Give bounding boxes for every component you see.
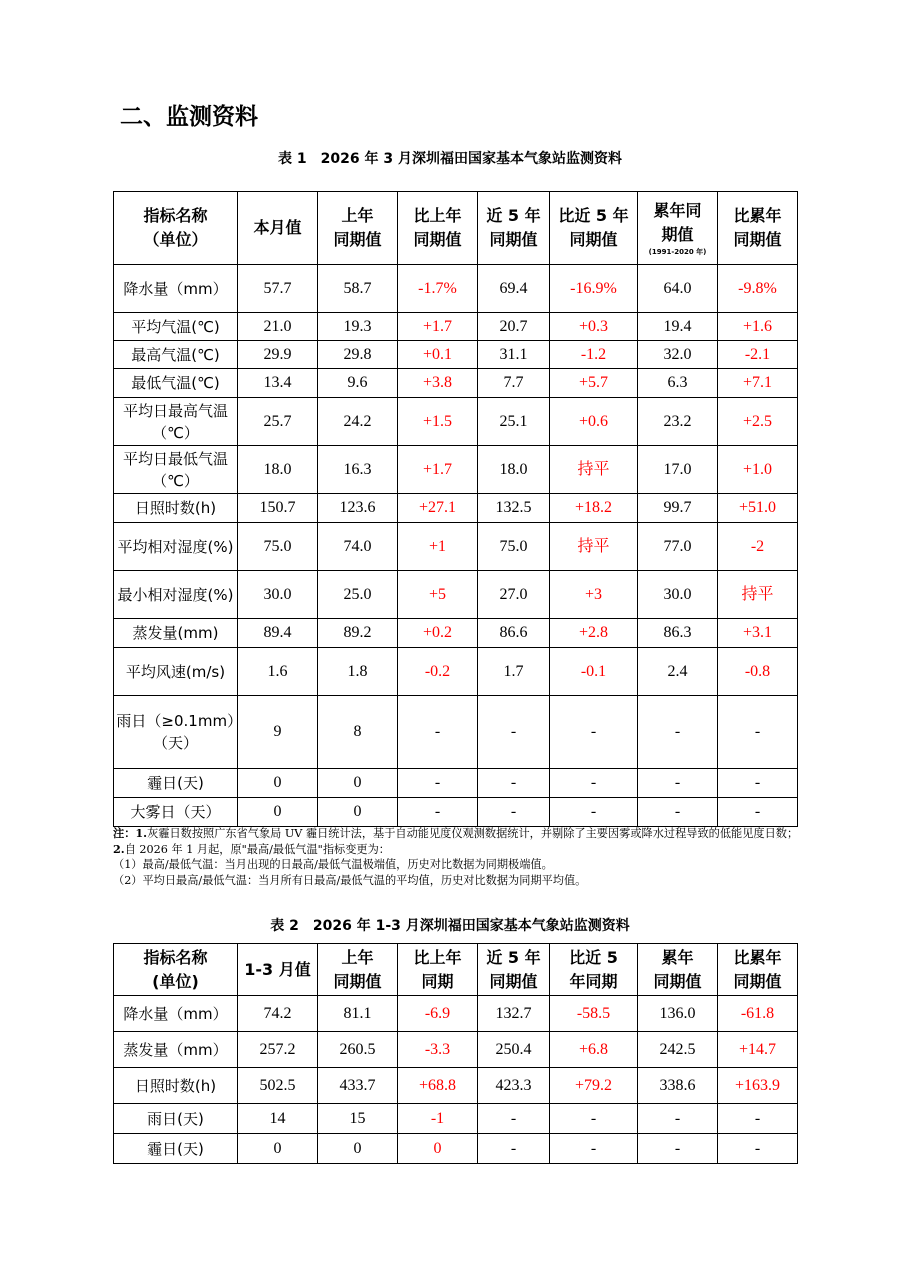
- table1-cell: +1: [398, 523, 478, 571]
- table1-header-cell: 比上年 同期值: [398, 192, 478, 265]
- table1-row-label: 霾日(天): [114, 769, 238, 798]
- table1-cell: 74.0: [318, 523, 398, 571]
- table1-cell: +3.1: [718, 619, 798, 648]
- table1-cell: 75.0: [478, 523, 550, 571]
- table1-header-cell: 比累年 同期值: [718, 192, 798, 265]
- table2-cell: 136.0: [638, 996, 718, 1032]
- table1-cell: -: [478, 769, 550, 798]
- table1-cell: 23.2: [638, 398, 718, 446]
- note-2: 2.自 2026 年 1 月起，原"最高/最低气温"指标变更为：: [113, 841, 390, 856]
- table1-cell: 77.0: [638, 523, 718, 571]
- table1-cell: 持平: [718, 571, 798, 619]
- table1-row: [114, 769, 798, 798]
- table2-cell: -: [478, 1134, 550, 1164]
- table2-header-cell: 1-3 月值: [238, 944, 318, 996]
- table1-cell: 30.0: [638, 571, 718, 619]
- table2-cell: 132.7: [478, 996, 550, 1032]
- table2-cell: 0: [238, 1134, 318, 1164]
- table1-cell: -: [718, 696, 798, 769]
- table1-row: [114, 696, 798, 769]
- table1-cell: 58.7: [318, 265, 398, 313]
- table2-row-label: 雨日(天): [114, 1104, 238, 1134]
- table2-header-cell: 近 5 年 同期值: [478, 944, 550, 996]
- table-notes: [113, 826, 803, 888]
- table2-cell: 14: [238, 1104, 318, 1134]
- table2-cell: 250.4: [478, 1032, 550, 1068]
- table1-caption: 表 1 2026 年 3 月深圳福田国家基本气象站监测资料: [278, 151, 622, 167]
- section-title: 二、监测资料: [120, 104, 258, 130]
- table1-cell: +18.2: [550, 494, 638, 523]
- table2: [113, 943, 798, 1164]
- table1-cell: 86.6: [478, 619, 550, 648]
- table1-row-label: 大雾日（天）: [114, 798, 238, 827]
- table1-cell: -: [398, 798, 478, 827]
- table1-cell: +7.1: [718, 369, 798, 398]
- table2-caption: 表 2 2026 年 1-3 月深圳福田国家基本气象站监测资料: [270, 918, 630, 934]
- table2-cell: 242.5: [638, 1032, 718, 1068]
- table1-cell: 123.6: [318, 494, 398, 523]
- table1-cell: +0.6: [550, 398, 638, 446]
- table2-cell: -: [638, 1134, 718, 1164]
- table2-cell: 338.6: [638, 1068, 718, 1104]
- table2-cell: 74.2: [238, 996, 318, 1032]
- table2-cell: -: [718, 1134, 798, 1164]
- table1-row: [114, 571, 798, 619]
- table1-cell: 8: [318, 696, 398, 769]
- table1-cell: +0.1: [398, 341, 478, 369]
- table1-cell: 持平: [550, 446, 638, 494]
- table2-row: [114, 1104, 798, 1134]
- table1-cell: +1.7: [398, 446, 478, 494]
- table2-header-cell: 累年 同期值: [638, 944, 718, 996]
- table1-row-label: 蒸发量(mm): [114, 619, 238, 648]
- table1-cell: +1.6: [718, 313, 798, 341]
- table1-cell: 30.0: [238, 571, 318, 619]
- table1-row-label: 平均日最低气温（℃）: [114, 446, 238, 494]
- table1-cell: +51.0: [718, 494, 798, 523]
- table1-cell: -1.2: [550, 341, 638, 369]
- table1-cell: 9: [238, 696, 318, 769]
- table1-row: [114, 341, 798, 369]
- table1-cell: +3: [550, 571, 638, 619]
- table1-row-label: 平均日最高气温（℃）: [114, 398, 238, 446]
- table1-cell: 25.0: [318, 571, 398, 619]
- table2-cell: -1: [398, 1104, 478, 1134]
- table1-row: [114, 523, 798, 571]
- table1-cell: -: [550, 798, 638, 827]
- table1-row-label: 雨日（≥0.1mm）（天）: [114, 696, 238, 769]
- table1-header-cell: 指标名称 （单位）: [114, 192, 238, 265]
- table1-row-label: 最小相对湿度(%): [114, 571, 238, 619]
- table1-cell: 0: [318, 769, 398, 798]
- table1-row: [114, 369, 798, 398]
- table1-row: [114, 798, 798, 827]
- table1-cell: -: [638, 769, 718, 798]
- table1-cell: -: [550, 696, 638, 769]
- table2-cell: 0: [318, 1134, 398, 1164]
- table2-header-cell: 上年 同期值: [318, 944, 398, 996]
- table1-row-label: 日照时数(h): [114, 494, 238, 523]
- table1-row: [114, 619, 798, 648]
- table1-cell: 1.6: [238, 648, 318, 696]
- table2-cell: 423.3: [478, 1068, 550, 1104]
- table1-row-label: 最低气温(℃): [114, 369, 238, 398]
- table1-header-cell: 比近 5 年 同期值: [550, 192, 638, 265]
- table2-cell: +14.7: [718, 1032, 798, 1068]
- table2-row-label: 降水量（mm）: [114, 996, 238, 1032]
- table1-cell: -: [718, 769, 798, 798]
- table1-cell: -2: [718, 523, 798, 571]
- table1-cell: -0.2: [398, 648, 478, 696]
- table1-row: [114, 648, 798, 696]
- table1-cell: 75.0: [238, 523, 318, 571]
- table2-cell: 502.5: [238, 1068, 318, 1104]
- table2-row: [114, 1032, 798, 1068]
- table1-cell: +0.3: [550, 313, 638, 341]
- table1-row: [114, 265, 798, 313]
- table1-cell: 0: [238, 769, 318, 798]
- table2-cell: 433.7: [318, 1068, 398, 1104]
- table2-row-label: 霾日(天): [114, 1134, 238, 1164]
- baseline-period-note: (1991-2020 年): [648, 248, 707, 256]
- table1-cell: -2.1: [718, 341, 798, 369]
- table1-cell: +5.7: [550, 369, 638, 398]
- table1-cell: -: [638, 798, 718, 827]
- table2-cell: 0: [398, 1134, 478, 1164]
- table1-cell: -9.8%: [718, 265, 798, 313]
- table2-row-label: 日照时数(h): [114, 1068, 238, 1104]
- table1-cell: 64.0: [638, 265, 718, 313]
- table1-cell: 19.3: [318, 313, 398, 341]
- table1-cell: 89.2: [318, 619, 398, 648]
- table1-row: [114, 446, 798, 494]
- table1-cell: 0: [238, 798, 318, 827]
- table1-cell: -: [398, 769, 478, 798]
- table2-cell: -58.5: [550, 996, 638, 1032]
- table1-cell: 132.5: [478, 494, 550, 523]
- table1-header-cell: 累年同 期值 (1991-2020 年): [638, 192, 718, 265]
- table1-cell: -: [718, 798, 798, 827]
- table2-cell: 257.2: [238, 1032, 318, 1068]
- table1-cell: 21.0: [238, 313, 318, 341]
- table1-cell: +1.7: [398, 313, 478, 341]
- table1-cell: -: [638, 696, 718, 769]
- table2-cell: 15: [318, 1104, 398, 1134]
- table1-cell: 86.3: [638, 619, 718, 648]
- table1-cell: 16.3: [318, 446, 398, 494]
- table1-cell: 18.0: [238, 446, 318, 494]
- table1-cell: 9.6: [318, 369, 398, 398]
- table1-cell: 2.4: [638, 648, 718, 696]
- table1-cell: +27.1: [398, 494, 478, 523]
- table2-cell: -: [550, 1134, 638, 1164]
- table1-cell: 24.2: [318, 398, 398, 446]
- table2-row: [114, 996, 798, 1032]
- table2-cell: -: [550, 1104, 638, 1134]
- table1-cell: 29.9: [238, 341, 318, 369]
- table1: [113, 191, 798, 827]
- table1-cell: -1.7%: [398, 265, 478, 313]
- table1-cell: 27.0: [478, 571, 550, 619]
- table1-cell: 7.7: [478, 369, 550, 398]
- table1-cell: 31.1: [478, 341, 550, 369]
- table2-header-row: [114, 944, 798, 996]
- table2-cell: -: [638, 1104, 718, 1134]
- table1-cell: 持平: [550, 523, 638, 571]
- table1-cell: 19.4: [638, 313, 718, 341]
- table1-cell: -: [550, 769, 638, 798]
- table1-cell: 150.7: [238, 494, 318, 523]
- table1-row-label: 平均气温(℃): [114, 313, 238, 341]
- table1-cell: +3.8: [398, 369, 478, 398]
- table2-cell: -: [718, 1104, 798, 1134]
- table1-cell: 25.7: [238, 398, 318, 446]
- table2-row-label: 蒸发量（mm）: [114, 1032, 238, 1068]
- note-2-1: （1）最高/最低气温：当月出现的日最高/最低气温极端值，历史对比数据为同期极端值。: [113, 858, 553, 871]
- table2-cell: +79.2: [550, 1068, 638, 1104]
- table2-cell: -: [478, 1104, 550, 1134]
- table2-header-cell: 比上年 同期: [398, 944, 478, 996]
- table1-cell: 29.8: [318, 341, 398, 369]
- table2-cell: -6.9: [398, 996, 478, 1032]
- table2-cell: -61.8: [718, 996, 798, 1032]
- table1-cell: 25.1: [478, 398, 550, 446]
- table1-cell: -: [478, 696, 550, 769]
- note-1: 注：1.灰霾日数按照广东省气象局 UV 霾日统计法，基于自动能见度仪观测数据统计，并剔除了主要因雾或降水过程导致的低能见度日数；: [113, 826, 799, 840]
- table2-cell: 81.1: [318, 996, 398, 1032]
- table2-cell: +163.9: [718, 1068, 798, 1104]
- table2-row: [114, 1134, 798, 1164]
- table1-cell: 6.3: [638, 369, 718, 398]
- table2-cell: +6.8: [550, 1032, 638, 1068]
- table2-cell: 260.5: [318, 1032, 398, 1068]
- table2-cell: -3.3: [398, 1032, 478, 1068]
- table1-cell: +5: [398, 571, 478, 619]
- table1-cell: +1.5: [398, 398, 478, 446]
- table1-cell: 32.0: [638, 341, 718, 369]
- table1-header-cell: 近 5 年 同期值: [478, 192, 550, 265]
- table1-cell: 0: [318, 798, 398, 827]
- table2-header-cell: 比近 5 年同期: [550, 944, 638, 996]
- table1-row: [114, 494, 798, 523]
- table1-cell: 99.7: [638, 494, 718, 523]
- table1-cell: -0.1: [550, 648, 638, 696]
- table1-cell: 57.7: [238, 265, 318, 313]
- table1-row-label: 平均相对湿度(%): [114, 523, 238, 571]
- table2-header-cell: 指标名称 (单位): [114, 944, 238, 996]
- table1-cell: 69.4: [478, 265, 550, 313]
- table1-cell: -: [398, 696, 478, 769]
- table1-cell: 13.4: [238, 369, 318, 398]
- table1-row-label: 最高气温(℃): [114, 341, 238, 369]
- table1-cell: 89.4: [238, 619, 318, 648]
- table1-row: [114, 313, 798, 341]
- table1-cell: -0.8: [718, 648, 798, 696]
- table1-cell: +2.5: [718, 398, 798, 446]
- table1-header-cell: 上年 同期值: [318, 192, 398, 265]
- table1-cell: -: [478, 798, 550, 827]
- table1-header-cell: 本月值: [238, 192, 318, 265]
- table2-cell: +68.8: [398, 1068, 478, 1104]
- table1-row-label: 降水量（mm）: [114, 265, 238, 313]
- note-2-2: （2）平均日最高/最低气温：当月所有日最高/最低气温的平均值，历史对比数据为同期平均值。: [113, 873, 587, 887]
- table1-cell: 20.7: [478, 313, 550, 341]
- table1-row-label: 平均风速(m/s): [114, 648, 238, 696]
- table1-cell: 18.0: [478, 446, 550, 494]
- table2-header-cell: 比累年 同期值: [718, 944, 798, 996]
- table1-cell: 1.7: [478, 648, 550, 696]
- table2-row: [114, 1068, 798, 1104]
- table1-cell: +2.8: [550, 619, 638, 648]
- table1-cell: -16.9%: [550, 265, 638, 313]
- table1-cell: +0.2: [398, 619, 478, 648]
- table1-row: [114, 398, 798, 446]
- table1-cell: 17.0: [638, 446, 718, 494]
- table1-cell: +1.0: [718, 446, 798, 494]
- table1-cell: 1.8: [318, 648, 398, 696]
- table1-header-row: [114, 192, 798, 265]
